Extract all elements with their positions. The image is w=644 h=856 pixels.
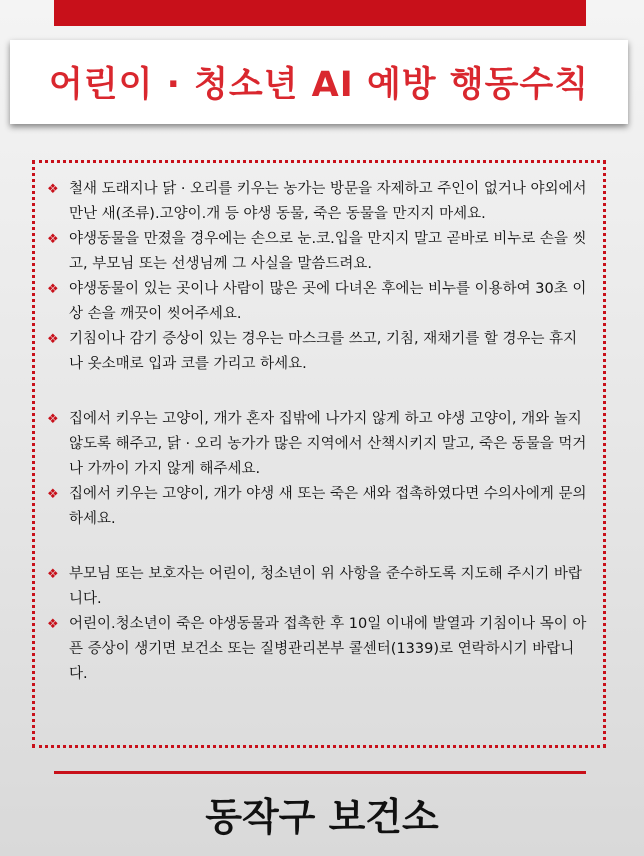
list-item-text: 야생동물을 만졌을 경우에는 손으로 눈.코.입을 만지지 말고 곧바로 비누로 손을 씻고, 부모님 또는 선생님께 그 사실을 말씀드려요. <box>69 231 587 272</box>
list-item-text: 야생동물이 있는 곳이나 사람이 많은 곳에 다녀온 후에는 비누를 이용하여 30초 이상 손을 깨끗이 씻어주세요. <box>69 281 587 322</box>
list-item-text: 부모님 또는 보호자는 어린이, 청소년이 위 사항을 준수하도록 지도해 주시기 바랍니다. <box>69 566 582 607</box>
list-item-text: 기침이나 감기 증상이 있는 경우는 마스크를 쓰고, 기침, 재채기를 할 경우는 휴지나 옷소매로 입과 코를 가리고 하세요. <box>69 331 578 372</box>
list-item <box>47 482 589 532</box>
diamond-bullet-icon: ❖ <box>47 487 59 502</box>
diamond-bullet-icon: ❖ <box>47 567 59 582</box>
list-item <box>47 177 589 227</box>
diamond-bullet-icon: ❖ <box>47 232 59 247</box>
diamond-bullet-icon: ❖ <box>47 617 59 632</box>
title-banner <box>10 40 628 124</box>
diamond-bullet-icon: ❖ <box>47 332 59 347</box>
diamond-bullet-icon: ❖ <box>47 412 59 427</box>
list-item <box>47 227 589 277</box>
list-item <box>47 327 589 377</box>
diamond-bullet-icon: ❖ <box>47 282 59 297</box>
diamond-bullet-icon: ❖ <box>47 182 59 197</box>
list-item <box>47 562 589 612</box>
page-title: 어린이 · 청소년 AI 예방 행동수칙 <box>48 65 590 105</box>
section-gap <box>47 532 589 562</box>
list-item-text: 어린이.청소년이 죽은 야생동물과 접촉한 후 10일 이내에 발열과 기침이나 목이 아픈 증상이 생기면 보건소 또는 질병관리본부 콜센터(1339)로 연락하시기 바랍니다. <box>69 616 587 682</box>
list-item <box>47 407 589 482</box>
top-accent-bar <box>54 0 586 26</box>
list-item-text: 집에서 키우는 고양이, 개가 야생 새 또는 죽은 새와 접촉하였다면 수의사에게 문의하세요. <box>69 486 587 527</box>
list-item-text: 집에서 키우는 고양이, 개가 혼자 집밖에 나가지 않게 하고 야생 고양이, 개와 놀지 않도록 해주고, 닭 · 오리 농가가 많은 지역에서 산책시키지 말고, 죽은 동물을 먹거나 가까이 가지 않게 해주세요. <box>69 411 587 477</box>
list-item <box>47 612 589 687</box>
guidelines-box <box>32 160 606 748</box>
list-item <box>47 277 589 327</box>
list-item-text: 철새 도래지나 닭 · 오리를 키우는 농가는 방문을 자제하고 주인이 없거나 야외에서 만난 새(조류).고양이.개 등 야생 동물, 죽은 동물을 만지지 마세요. <box>69 181 587 222</box>
footer-divider <box>54 771 586 774</box>
footer-organization: 동작구 보건소 <box>205 795 439 839</box>
section-gap <box>47 377 589 407</box>
